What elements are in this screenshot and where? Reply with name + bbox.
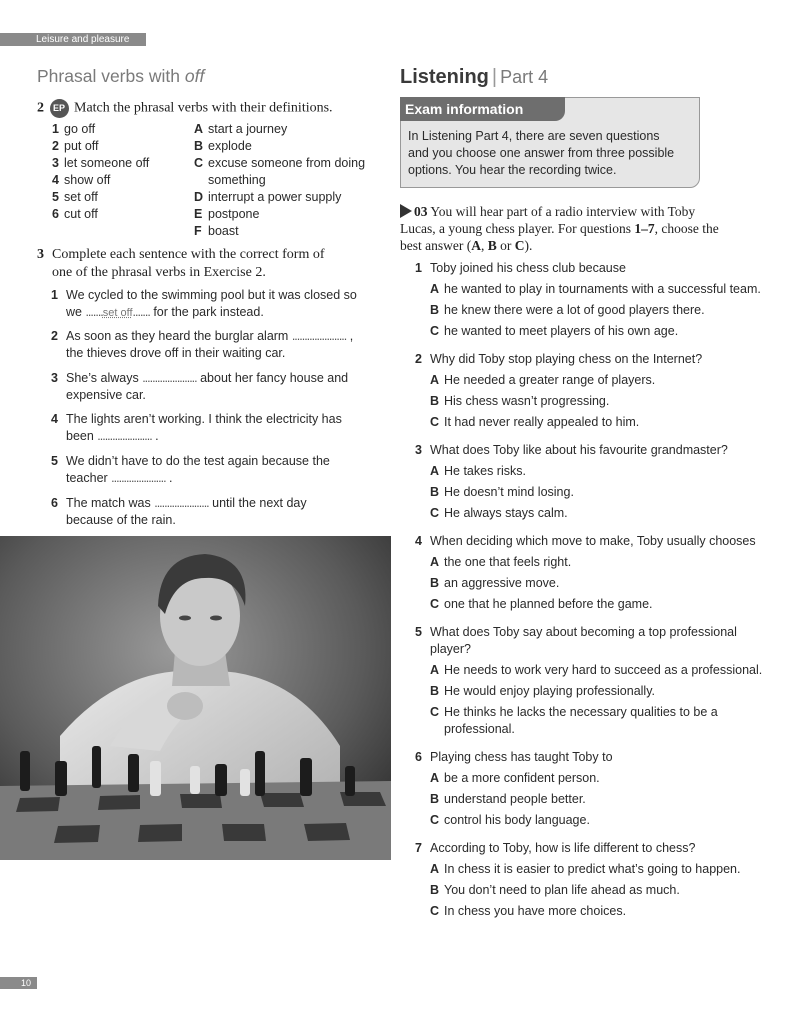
option-letter: A: [430, 663, 440, 677]
answer-blank[interactable]: ......................: [291, 329, 347, 343]
list-item: 5 set off: [52, 190, 98, 204]
list-item: 2 put off: [52, 139, 99, 153]
list-item: something: [208, 173, 266, 187]
option-letter: B: [430, 792, 440, 806]
sentence-5: 5 We didn’t have to do the test again because the teacher ...................... .: [51, 454, 330, 485]
option-text: control his body language.: [444, 813, 590, 827]
section-heading: [37, 66, 204, 87]
option-text: He always stays calm.: [444, 506, 568, 520]
sentence-3: 3 She’s always ...................... about her fancy house and expensive car.: [51, 371, 349, 402]
phrasal-verb-list: [52, 121, 192, 223]
exam-information-text: In Listening Part 4, there are seven questions and you choose one answer from three possible options. You hear the recording twice.: [408, 129, 675, 177]
answer-blank[interactable]: ......................: [154, 496, 209, 510]
question-stem: 5 What does Toby say about becoming a top professional: [415, 625, 737, 639]
exercise-2-instruction: [37, 99, 333, 118]
option-text: You don’t need to plan life ahead as much.: [444, 883, 680, 897]
option-text: understand people better.: [444, 792, 586, 806]
question-number: 3: [415, 443, 422, 457]
answer-blank[interactable]: ......................: [97, 429, 152, 443]
question-item: [415, 749, 785, 829]
instruction-text: Match the phrasal verbs with their definitions.: [74, 100, 333, 116]
definition-list: [194, 121, 384, 240]
question-stem: 2 Why did Toby stop playing chess on the Internet?: [415, 352, 703, 366]
option-text: one that he planned before the game.: [444, 597, 653, 611]
answer-option[interactable]: [415, 463, 785, 480]
exercise-number: 3: [37, 247, 44, 262]
question-stem: 7 According to Toby, how is life different to chess?: [415, 841, 696, 855]
question-item: [415, 533, 785, 613]
audio-play-icon[interactable]: [400, 204, 412, 218]
page-number: 10: [0, 977, 37, 989]
option-letter: C: [430, 705, 440, 719]
option-letter: A: [430, 862, 440, 876]
exam-information-box: [400, 97, 700, 188]
question-item: [415, 260, 785, 340]
answer-option[interactable]: [415, 484, 785, 501]
answer-option[interactable]: [415, 554, 785, 571]
answer-option[interactable]: [415, 662, 785, 679]
list-item: E postpone: [194, 207, 260, 221]
option-letter: B: [430, 303, 440, 317]
list-item: 3 let someone off: [52, 156, 150, 170]
list-item: 6 cut off: [52, 207, 98, 221]
option-text: He needed a greater range of players.: [444, 373, 656, 387]
option-letter: C: [430, 904, 440, 918]
option-letter: A: [430, 555, 440, 569]
question-stem: 1 Toby joined his chess club because: [415, 261, 626, 275]
answer-option[interactable]: [415, 323, 785, 340]
answer-option[interactable]: [415, 721, 785, 738]
answer-option[interactable]: [415, 393, 785, 410]
answer-option[interactable]: [415, 302, 785, 319]
question-stem: 6 Playing chess has taught Toby to: [415, 750, 613, 764]
option-text: professional.: [444, 722, 515, 736]
answer-option[interactable]: [415, 575, 785, 592]
sentence-2: 2 As soon as they heard the burglar alarm ...................... , the thieves drove off in their waiting car.: [51, 329, 354, 360]
option-letter: B: [430, 684, 440, 698]
answer-blank[interactable]: ......................: [142, 371, 197, 385]
sentence-4: 4 The lights aren’t working. I think the electricity has been ...................... .: [51, 412, 342, 443]
heading-main: Phrasal verbs with: [37, 66, 180, 86]
option-text: the one that feels right.: [444, 555, 572, 569]
exercise-number: 2: [37, 100, 44, 116]
list-item: 4 show off: [52, 173, 111, 187]
example-answer: set off: [102, 307, 133, 319]
answer-option[interactable]: [415, 372, 785, 389]
answer-option[interactable]: [415, 281, 785, 298]
option-letter: B: [430, 394, 440, 408]
track-number: 03: [414, 204, 428, 219]
answer-option[interactable]: [415, 704, 785, 721]
option-text: he wanted to play in tournaments with a successful team.: [444, 282, 761, 296]
chess-player-photo: [0, 536, 391, 860]
option-text: In chess you have more choices.: [444, 904, 627, 918]
question-item: [415, 840, 785, 920]
option-letter: A: [430, 373, 440, 387]
answer-option[interactable]: [415, 505, 785, 522]
question-stem: 4 When deciding which move to make, Toby usually chooses: [415, 534, 756, 548]
exercise-3-instruction: 3 Complete each sentence with the correct form of one of the phrasal verbs in Exercise 2.: [37, 247, 325, 280]
option-letter: C: [430, 506, 440, 520]
list-item: 1 go off: [52, 122, 96, 136]
page-title: Listening | Part 4: [400, 66, 549, 88]
answer-option[interactable]: [415, 791, 785, 808]
question-list: [415, 260, 785, 931]
question-number: 4: [415, 534, 422, 548]
option-letter: C: [430, 415, 440, 429]
list-item: A start a journey: [194, 122, 288, 136]
option-letter: B: [430, 576, 440, 590]
answer-option[interactable]: [415, 596, 785, 613]
question-stem: player?: [430, 642, 471, 656]
question-number: 5: [415, 625, 422, 639]
exam-information-title: Exam information: [400, 97, 565, 121]
option-text: an aggressive move.: [444, 576, 560, 590]
option-letter: C: [430, 813, 440, 827]
option-text: He needs to work very hard to succeed as a professional.: [444, 663, 763, 677]
sentence-6: 6 The match was ...................... until the next day because of the rain.: [51, 496, 307, 527]
answer-option[interactable]: [415, 770, 785, 787]
option-text: he wanted to meet players of his own age.: [444, 324, 679, 338]
list-item: F boast: [194, 224, 239, 238]
option-text: His chess wasn’t progressing.: [444, 394, 610, 408]
option-text: he knew there were a lot of good players there.: [444, 303, 705, 317]
heading-italic: off: [184, 66, 205, 86]
answer-blank[interactable]: ......................: [111, 471, 166, 485]
answer-option[interactable]: [415, 812, 785, 829]
ep-badge-icon: EP: [50, 99, 69, 118]
option-letter: B: [430, 485, 440, 499]
option-text: In chess it is easier to predict what’s going to happen.: [444, 862, 741, 876]
option-text: be a more confident person.: [444, 771, 600, 785]
question-item: [415, 442, 785, 522]
option-text: It had never really appealed to him.: [444, 415, 640, 429]
option-letter: C: [430, 597, 440, 611]
list-item: C excuse someone from doing: [194, 156, 366, 170]
question-number: 7: [415, 841, 422, 855]
list-item: D interrupt a power supply: [194, 190, 342, 204]
answer-option[interactable]: [415, 683, 785, 700]
answer-option[interactable]: [415, 903, 785, 920]
list-item: B explode: [194, 139, 252, 153]
sentence-1: 1 We cycled to the swimming pool but it was closed so we .......set off....... for the park instead.: [51, 288, 357, 319]
option-letter: A: [430, 771, 440, 785]
section-label: Leisure and pleasure: [0, 33, 146, 46]
answer-option[interactable]: [415, 414, 785, 431]
option-letter: A: [430, 464, 440, 478]
listening-instructions: 03 You will hear part of a radio interview with Toby Lucas, a young chess player. For questions 1–7, choose the best answer (A, B or C).: [400, 204, 719, 253]
option-text: He doesn’t mind losing.: [444, 485, 574, 499]
question-item: [415, 624, 785, 738]
question-number: 2: [415, 352, 422, 366]
option-text: He would enjoy playing professionally.: [444, 684, 655, 698]
question-number: 6: [415, 750, 422, 764]
answer-option[interactable]: [415, 861, 785, 878]
option-text: He thinks he lacks the necessary qualities to be a: [444, 705, 718, 719]
option-letter: B: [430, 883, 440, 897]
option-letter: C: [430, 324, 440, 338]
option-text: He takes risks.: [444, 464, 526, 478]
question-number: 1: [415, 261, 422, 275]
option-letter: A: [430, 282, 440, 296]
question-item: [415, 351, 785, 431]
answer-option[interactable]: [415, 882, 785, 899]
question-stem: 3 What does Toby like about his favourite grandmaster?: [415, 443, 728, 457]
